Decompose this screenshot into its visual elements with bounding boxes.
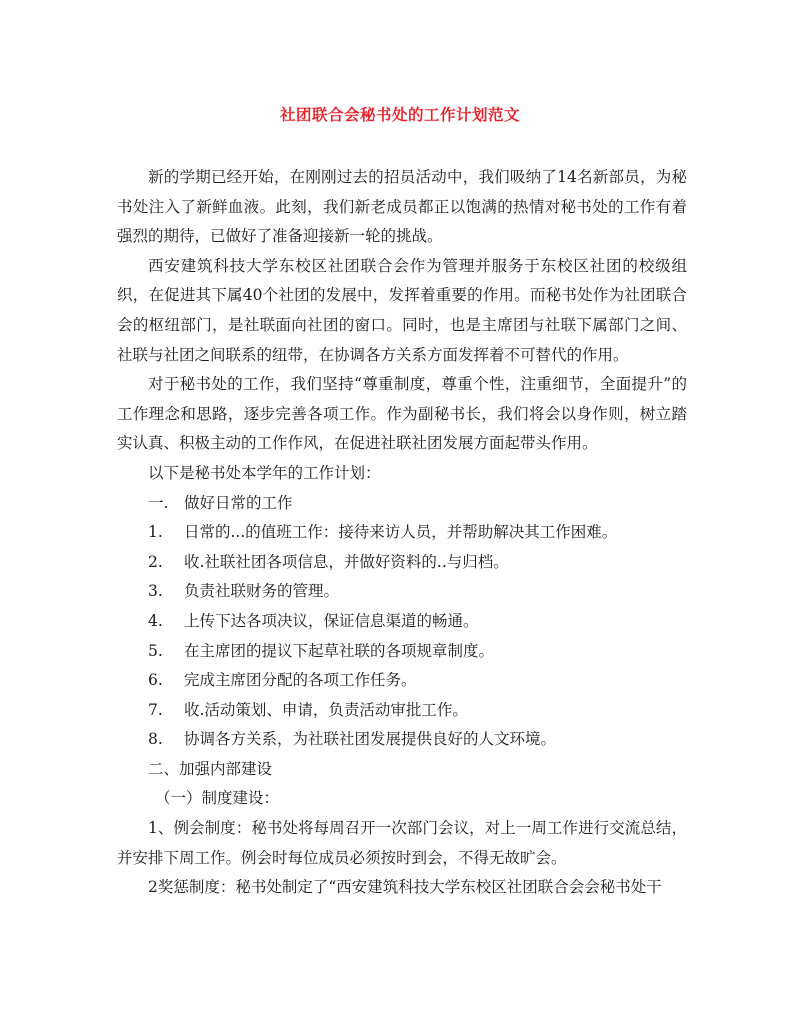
list-item-text: 在主席团的提议下起草社联的各项规章制度。: [184, 641, 495, 660]
section-number: 一.: [148, 493, 169, 512]
list-item-number: 5.: [148, 641, 163, 660]
paragraph: 以下是秘书处本学年的工作计划：: [148, 463, 381, 482]
list-item: [117, 637, 687, 667]
list-item: [117, 666, 687, 696]
list-item-text: 完成主席团分配的各项工作任务。: [184, 671, 417, 690]
paragraph: 2奖惩制度：秘书处制定了“西安建筑科技大学东校区社团联合会会秘书处干: [148, 878, 662, 897]
list-item-number: 4.: [148, 611, 163, 630]
section-heading: [117, 489, 687, 519]
list-item: [117, 696, 687, 726]
list-item-number: 3.: [148, 582, 163, 601]
list-item: [117, 548, 687, 578]
section-heading: 二、加强内部建设: [148, 759, 273, 778]
list-item-text: 协调各方关系，为社联社团发展提供良好的人文环境。: [184, 730, 557, 749]
list-item-text: 收.活动策划、申请，负责活动审批工作。: [184, 700, 468, 719]
paragraph: 新的学期已经开始，在刚刚过去的招员活动中，我们吸纳了14名新部员，为秘书处注入了新鲜血液。此刻，我们新老成员都正以饱满的热情对秘书处的工作有着强烈的期待，已做好了准备迎接新一轮的挑战。: [117, 168, 687, 246]
list-item-number: 7.: [148, 700, 163, 719]
list-item-number: 2.: [148, 552, 163, 571]
subsection-heading: （一）制度建设：: [155, 789, 280, 808]
section-label: 做好日常的工作: [184, 493, 293, 512]
document-title: 社团联合会秘书处的工作计划范文: [279, 105, 520, 124]
list-item: [117, 607, 687, 637]
list-item-text: 上传下达各项决议，保证信息渠道的畅通。: [184, 611, 479, 630]
list-item-number: 8.: [148, 730, 163, 749]
list-item: [117, 725, 687, 755]
list-item-number: 6.: [148, 671, 163, 690]
paragraph: 西安建筑科技大学东校区社团联合会作为管理并服务于东校区社团的校级组织，在促进其下属40个社团的发展中，发挥着重要的作用。而秘书处作为社团联合会的枢纽部门，是社联面向社团的窗口。同时，也是主席团与社联下属部门之间、社联与社团之间联系的纽带，在协调各方关系方面发挥着不可替代的作用。: [117, 256, 687, 364]
list-item-text: 负责社联财务的管理。: [184, 582, 340, 601]
document-body: [117, 163, 687, 903]
paragraph: 对于秘书处的工作，我们坚持“尊重制度，尊重个性，注重细节，全面提升”的工作理念和思路，逐步完善各项工作。作为副秘书长，我们将会以身作则，树立踏实认真、积极主动的工作作风，在促进社联社团发展方面起带头作用。: [117, 375, 687, 453]
list-item-text: 收.社联社团各项信息，并做好资料的..与归档。: [184, 552, 509, 571]
paragraph: 1、例会制度：秘书处将每周召开一次部门会议，对上一周工作进行交流总结，并安排下周工作。例会时每位成员必须按时到会，不得无故旷会。: [117, 819, 687, 867]
list-item: [117, 518, 687, 548]
list-item-text: 日常的...的值班工作：接待来访人员，并帮助解决其工作困难。: [184, 523, 618, 542]
list-item: [117, 577, 687, 607]
list-item-number: 1.: [148, 523, 163, 542]
